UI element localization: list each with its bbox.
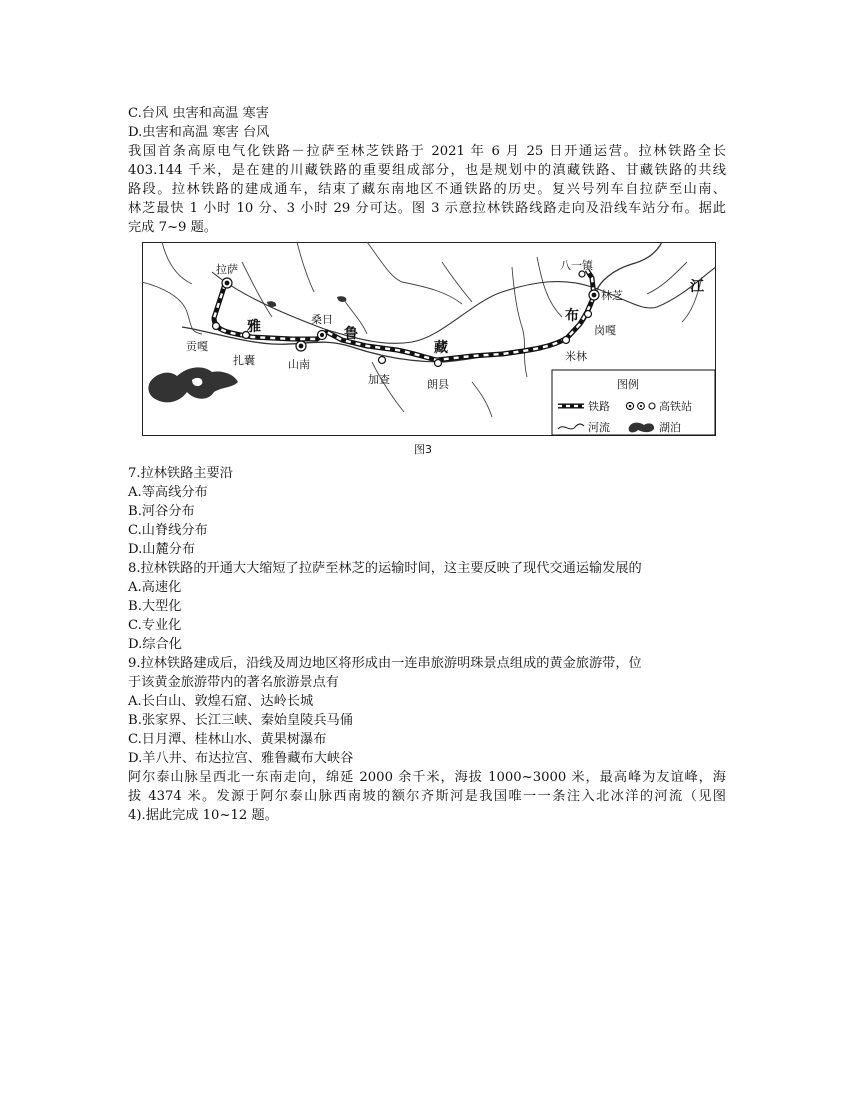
option: D.羊八井、布达拉宫、雅鲁藏布大峡谷 bbox=[128, 751, 354, 766]
question-8: 8.拉林铁路的开通大大缩短了拉萨至林芝的运输时间，这主要反映了现代交通运输发展的 bbox=[128, 561, 642, 576]
river-char-jiang: 江 bbox=[690, 279, 704, 295]
option: C.日月潭、桂林山水、黄果树瀑布 bbox=[128, 732, 327, 747]
label-linzhi: 林芝 bbox=[601, 289, 623, 302]
station-gangga bbox=[585, 311, 592, 318]
option: A.长白山、敦煌石窟、达岭长城 bbox=[128, 694, 314, 709]
paragraph-line: 4).据此完成 10~12 题。 bbox=[128, 808, 278, 823]
label-jiacha: 加查 bbox=[368, 373, 390, 386]
river-char-lu: 鲁 bbox=[344, 326, 358, 342]
legend-title: 图例 bbox=[617, 378, 639, 391]
legend-station: 高铁站 bbox=[659, 400, 692, 413]
station-milin bbox=[563, 337, 570, 344]
station-langxian bbox=[435, 360, 442, 367]
station-jiacha bbox=[379, 357, 386, 364]
station-gongga bbox=[213, 323, 220, 330]
option: B.河谷分布 bbox=[128, 504, 195, 519]
line-option-d: D.虫害和高温 寒害 台风 bbox=[128, 125, 270, 140]
paragraph-line: 拔 4374 米。发源于阿尔泰山脉西南坡的额尔齐斯河是我国唯一一条注入北冰洋的河流（见图 bbox=[128, 789, 726, 804]
label-milin: 米林 bbox=[565, 350, 587, 363]
label-shannan: 山南 bbox=[288, 358, 310, 371]
legend-railway: 铁路 bbox=[588, 400, 610, 413]
option: B.张家界、长江三峡、秦始皇陵兵马俑 bbox=[128, 713, 353, 728]
question-9: 9.拉林铁路建成后，沿线及周边地区将形成由一连串旅游明珠景点组成的黄金旅游带，位 bbox=[128, 656, 642, 671]
label-langxian: 朗县 bbox=[427, 378, 449, 391]
option: C.专业化 bbox=[128, 618, 182, 633]
label-gangga: 岗嘎 bbox=[594, 324, 616, 337]
railway-map bbox=[142, 242, 716, 436]
paragraph-line: 阿尔泰山脉呈西北一东南走向，绵延 2000 余千米，海拔 1000~3000 米，最高峰为友谊峰，海 bbox=[128, 770, 726, 785]
paragraph-line: 我国首条高原电气化铁路－拉萨至林芝铁路于 2021 年 6 月 25 日开通运营。拉林铁路全长 bbox=[128, 144, 726, 159]
option: B.大型化 bbox=[128, 599, 182, 614]
line-option-c: C.台风 虫害和高温 寒害 bbox=[128, 106, 269, 121]
question-7: 7.拉林铁路主要沿 bbox=[128, 466, 233, 481]
legend-river: 河流 bbox=[588, 421, 610, 434]
label-gongga: 贡嘎 bbox=[186, 340, 208, 353]
option: D.综合化 bbox=[128, 637, 182, 652]
legend-lake: 湖泊 bbox=[659, 421, 681, 434]
label-zhanang: 扎囊 bbox=[233, 354, 255, 367]
option: A.等高线分布 bbox=[128, 485, 208, 500]
option: A.高速化 bbox=[128, 580, 182, 595]
question-9-cont: 于该黄金旅游带内的著名旅游景点有 bbox=[128, 675, 339, 690]
label-bayi: 八一镇 bbox=[560, 259, 593, 272]
label-lasa: 拉萨 bbox=[216, 263, 238, 276]
paragraph-line: 403.144 千米，是在建的川藏铁路的重要组成部分，也是规划中的滇藏铁路、甘藏铁路的共线 bbox=[128, 163, 726, 178]
paragraph-line: 完成 7~9 题。 bbox=[128, 220, 217, 235]
paragraph-line: 路段。拉林铁路的建成通车，结束了藏东南地区不通铁路的历史。复兴号列车自拉萨至山南、 bbox=[128, 182, 726, 197]
river-char-zang: 藏 bbox=[434, 340, 448, 356]
river-char-bu: 布 bbox=[565, 308, 579, 324]
river-char-ya: 雅 bbox=[247, 319, 261, 335]
paragraph-line: 林芝最快 1 小时 10 分、3 小时 29 分可达。图 3 示意拉林铁路线路走向及沿线车站分布。据此 bbox=[128, 201, 726, 216]
legend bbox=[552, 370, 715, 435]
label-sangri: 桑日 bbox=[311, 313, 333, 326]
figure-caption: 图3 bbox=[414, 443, 432, 456]
option: C.山脊线分布 bbox=[128, 523, 208, 538]
option: D.山麓分布 bbox=[128, 542, 196, 557]
